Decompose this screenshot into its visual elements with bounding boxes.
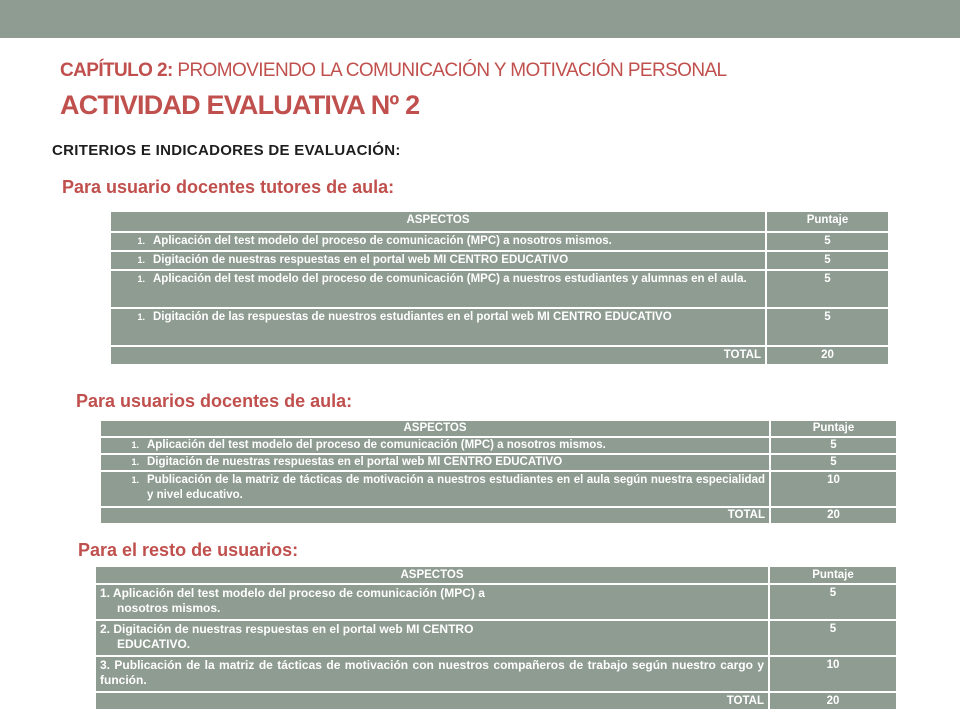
chapter-title xyxy=(60,60,940,82)
total-label: TOTAL xyxy=(111,347,765,364)
row-aspect-line2: nosotros mismos. xyxy=(117,601,221,615)
table-header-row xyxy=(111,212,888,231)
row-aspect: Digitación de las respuestas de nuestros estudiantes en el portal web MI CENTRO EDUCATIVO xyxy=(153,311,672,323)
row-aspect: Digitación de nuestras respuestas en el portal web MI CENTRO EDUCATIVO xyxy=(147,456,563,468)
row-number: 1. xyxy=(137,274,145,284)
chapter-label: CAPÍTULO 2: xyxy=(60,60,173,81)
row-aspect: Aplicación del test modelo del proceso de comunicación (MPC) a nosotros mismos. xyxy=(147,439,606,451)
row-aspect-line2: EDUCATIVO. xyxy=(117,637,191,651)
total-label: TOTAL xyxy=(96,693,768,709)
row-aspect-line1: 2. Digitación de nuestras respuestas en el portal web MI CENTRO xyxy=(100,622,474,636)
table-header-row xyxy=(101,421,896,436)
table-row xyxy=(111,233,888,250)
activity-title: ACTIVIDAD EVALUATIVA Nº 2 xyxy=(60,90,420,120)
col-aspects-header: ASPECTOS xyxy=(101,421,769,436)
row-number: 1. xyxy=(137,236,145,246)
col-score-header: Puntaje xyxy=(769,421,896,436)
row-score: 5 xyxy=(765,233,888,250)
table-header-row xyxy=(96,567,896,583)
total-value: 20 xyxy=(765,347,888,364)
total-label: TOTAL xyxy=(101,508,769,523)
row-score: 5 xyxy=(765,252,888,269)
row-score: 10 xyxy=(768,657,896,691)
col-score-header: Puntaje xyxy=(768,567,896,583)
row-score: 10 xyxy=(769,472,896,506)
row-score: 5 xyxy=(768,621,896,655)
table-total-row xyxy=(96,693,896,709)
top-banner xyxy=(0,0,960,38)
row-aspect: Aplicación del test modelo del proceso de comunicación (MPC) a nosotros mismos. xyxy=(153,235,612,247)
row-number: 1. xyxy=(137,312,145,322)
row-aspect: Publicación de la matriz de tácticas de motivación a nuestros estudiantes en el aula según nuestra especialidad y nivel educativo. xyxy=(147,474,765,501)
table-row xyxy=(101,455,896,470)
table-row xyxy=(96,585,896,619)
total-value: 20 xyxy=(769,508,896,523)
table2 xyxy=(101,419,896,525)
total-value: 20 xyxy=(768,693,896,709)
table-row xyxy=(96,621,896,655)
col-aspects-header: ASPECTOS xyxy=(111,212,765,231)
table-row xyxy=(111,252,888,269)
table-row xyxy=(111,271,888,307)
row-score: 5 xyxy=(765,271,888,307)
criteria-title: CRITERIOS E INDICADORES DE EVALUACIÓN: xyxy=(52,142,401,159)
row-score: 5 xyxy=(765,309,888,345)
row-number: 1. xyxy=(137,255,145,265)
row-aspect: Digitación de nuestras respuestas en el portal web MI CENTRO EDUCATIVO xyxy=(153,254,569,266)
table-row xyxy=(101,472,896,506)
col-aspects-header: ASPECTOS xyxy=(96,567,768,583)
row-score: 5 xyxy=(768,585,896,619)
row-aspect: Aplicación del test modelo del proceso de comunicación (MPC) a nuestros estudiantes y alumnas en el aula. xyxy=(153,273,747,285)
table2-heading: Para usuarios docentes de aula: xyxy=(76,391,353,411)
col-score-header: Puntaje xyxy=(765,212,888,231)
table-row xyxy=(111,309,888,345)
table-total-row xyxy=(111,347,888,364)
row-aspect-line1: 1. Aplicación del test modelo del proceso de comunicación (MPC) a xyxy=(100,586,485,600)
row-number: 1. xyxy=(131,475,139,485)
row-score: 5 xyxy=(769,438,896,453)
table3-heading: Para el resto de usuarios: xyxy=(78,540,299,560)
row-aspect: 3. Publicación de la matriz de tácticas de motivación con nuestros compañeros de trabajo según nuestro cargo y función. xyxy=(96,657,768,691)
row-number: 1. xyxy=(131,440,139,450)
row-number: 1. xyxy=(131,457,139,467)
table-total-row xyxy=(101,508,896,523)
table3 xyxy=(96,565,896,711)
chapter-subtitle: PROMOVIENDO LA COMUNICACIÓN Y MOTIVACIÓN PERSONAL xyxy=(172,60,727,81)
table1 xyxy=(111,210,888,366)
table1-heading: Para usuario docentes tutores de aula: xyxy=(62,177,395,197)
table-row xyxy=(101,438,896,453)
table-row xyxy=(96,657,896,691)
row-score: 5 xyxy=(769,455,896,470)
